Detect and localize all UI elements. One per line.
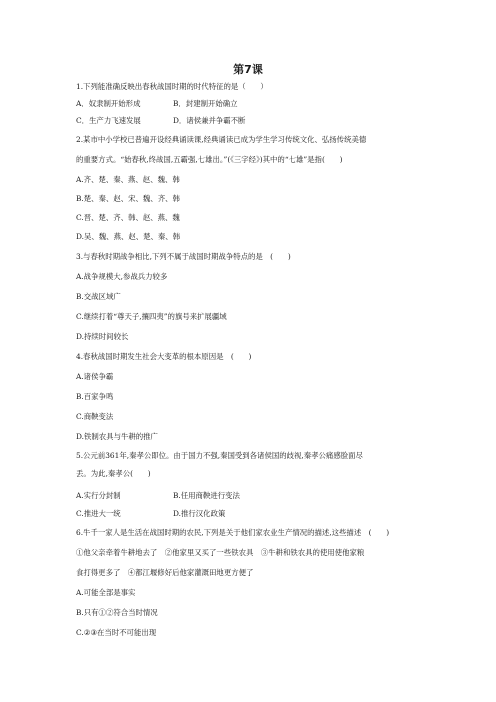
question-2-stem-line-1: 2.某市中小学校已普遍开设经典诵读课,经典诵读已成为学生学习传统文化、弘扬传统美德: [76, 135, 367, 144]
question-4-option-c: C.商鞅变法: [76, 412, 114, 421]
question-1-options-row-2: [76, 116, 245, 126]
question-1-option-c: C．生产力飞速发展: [76, 116, 141, 125]
question-6-stem: 6.牛千一家人是生活在战国时期的农民,下列是关于他们家农业生产情况的描述,这些描述 ( ): [76, 528, 390, 537]
question-6-option-b: B.只有①②符合当时情况: [76, 608, 158, 617]
question-3-option-c: C.继续打着“尊天子,攘四夷”的旗号来扩展疆域: [76, 312, 227, 321]
question-3-option-b: B.交战区域广: [76, 292, 121, 301]
question-5-option-c: C.推进大一统: [76, 509, 121, 518]
question-3-option-a: A.战争规模大,参战兵力较多: [76, 272, 168, 281]
question-1-option-d: D．诸侯兼并争霸不断: [173, 116, 246, 125]
question-5-stem-line-1: 5.公元前361年,秦孝公即位。由于国力不强,秦国受到各诸侯国的歧视,秦孝公痛感脸面尽: [76, 451, 363, 460]
question-3-option-d: D.持续时间较长: [76, 332, 129, 341]
question-4-option-b: B.百家争鸣: [76, 392, 114, 401]
question-1-option-b: B．封建制开始确立: [173, 99, 238, 108]
question-6-statements-line-1: ①他父亲牵着牛耕地去了 ②他家里又买了一些铁农具 ③牛耕和铁农具的使用使他家粮: [76, 548, 365, 557]
question-1-options-row-1: [76, 99, 238, 109]
question-5-options-row-1: [76, 491, 240, 501]
question-2-stem-line-2: 的重要方式。“始春秋,终战国,五霸强,七雄出。”(《三字经》)其中的“七雄”是指( ): [76, 155, 343, 164]
question-1-stem: 1.下列能准确反映出春秋战国时期的时代特征的是（ ）: [76, 82, 268, 91]
question-5-stem-line-2: 丢。为此,秦孝公( ): [76, 469, 151, 478]
question-2-option-a: A.齐、楚、秦、燕、赵、魏、韩: [76, 175, 180, 184]
question-5-option-b: B.任用商鞅进行变法: [173, 491, 240, 500]
question-5-option-a: A.实行分封制: [76, 491, 121, 500]
question-4-option-d: D.铁制农具与牛耕的推广: [76, 432, 158, 441]
question-1-option-a: A．奴隶制开始形成: [76, 99, 141, 108]
page-title: 第7课: [233, 63, 263, 76]
question-2-option-b: B.楚、秦、赵、宋、魏、齐、韩: [76, 194, 180, 203]
question-5-options-row-2: [76, 509, 225, 519]
question-6-option-a: A.可能全部是事实: [76, 588, 136, 597]
question-4-option-a: A.诸侯争霸: [76, 372, 114, 381]
question-3-stem: 3.与春秋时期战争相比,下列不属于战国时期战争特点的是 ( ): [76, 252, 291, 261]
question-5-option-d: D.推行汉化政策: [173, 509, 226, 518]
question-2-option-d: D.吴、魏、燕、赵、楚、秦、韩: [76, 232, 181, 241]
question-2-option-c: C.晋、楚、齐、韩、赵、燕、魏: [76, 213, 180, 222]
question-4-stem: 4.春秋战国时期发生社会大变革的根本原因是 ( ): [76, 352, 252, 361]
question-6-statements-line-2: 食打得更多了 ④都江堰修好后他家灌溉田地更方便了: [76, 568, 254, 577]
question-6-option-c: C.②③在当时不可能出现: [76, 628, 157, 637]
